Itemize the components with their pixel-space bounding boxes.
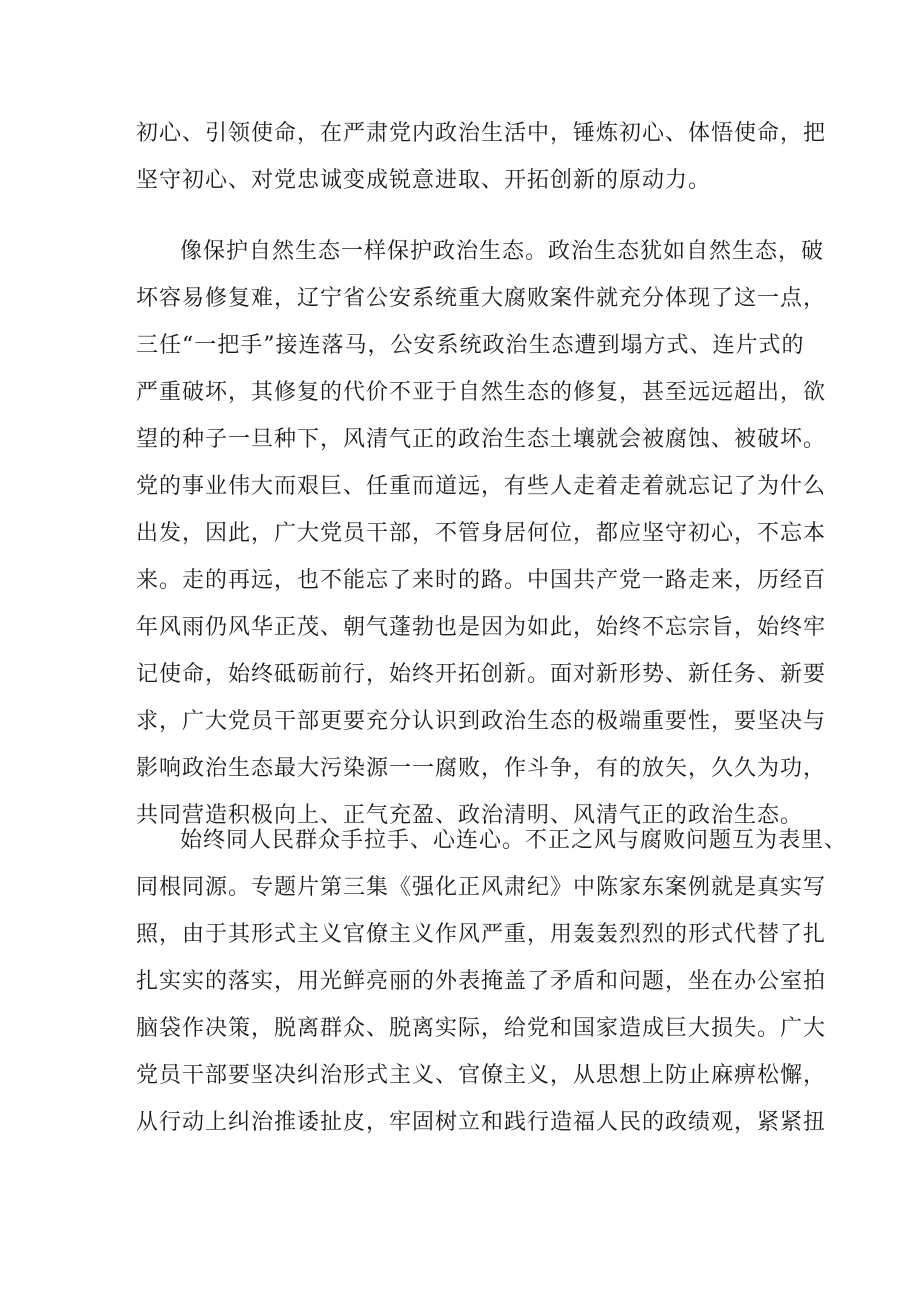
paragraph-line: 望的种子一旦种下，风清气正的政治生态土壤就会被腐蚀、被破坏。 <box>136 427 827 452</box>
paragraph-2 <box>136 228 827 839</box>
paragraph-3 <box>136 817 848 1146</box>
paragraph-1 <box>136 110 827 204</box>
paragraph-line: 坚守初心、对党忠诚变成锐意进取、开拓创新的原动力。 <box>136 168 712 193</box>
paragraph-line: 出发，因此，广大党员干部，不管身居何位，都应坚守初心，不忘本 <box>136 521 827 546</box>
paragraph-line: 坏容易修复难，辽宁省公安系统重大腐败案件就充分体现了这一点， <box>136 286 827 311</box>
paragraph-line: 扎实实的落实，用光鲜亮丽的外表掩盖了矛盾和问题，坐在办公室拍 <box>136 969 827 994</box>
paragraph-line: 从行动上纠治推诿扯皮，牢固树立和践行造福人民的政绩观，紧紧扭 <box>136 1110 827 1135</box>
paragraph-line: 党的事业伟大而艰巨、任重而道远，有些人走着走着就忘记了为什么 <box>136 474 827 499</box>
paragraph-line: 三任“一把手”接连落马，公安系统政治生态遭到塌方式、连片式的 <box>136 333 805 358</box>
paragraph-line: 像保护自然生态一样保护政治生态。政治生态犹如自然生态，破 <box>180 239 825 264</box>
paragraph-line: 来。走的再远，也不能忘了来时的路。中国共产党一路走来，历经百 <box>136 568 827 593</box>
paragraph-line: 始终同人民群众手拉手、心连心。不正之风与腐败问题互为表里、 <box>180 828 848 853</box>
paragraph-line: 严重破坏，其修复的代价不亚于自然生态的修复，甚至远远超出，欲 <box>136 380 827 405</box>
paragraph-line: 同根同源。专题片第三集《强化正风肃纪》中陈家东案例就是真实写 <box>136 875 827 900</box>
paragraph-line: 初心、引领使命，在严肃党内政治生活中，锤炼初心、体悟使命，把 <box>136 121 827 146</box>
paragraph-line: 党员干部要坚决纠治形式主义、官僚主义，从思想上防止麻痹松懈， <box>136 1063 827 1088</box>
paragraph-line: 年风雨仍风华正茂、朝气蓬勃也是因为如此，始终不忘宗旨，始终牢 <box>136 615 827 640</box>
paragraph-line: 记使命，始终砥砺前行，始终开拓创新。面对新形势、新任务、新要 <box>136 662 827 687</box>
paragraph-line: 脑袋作决策，脱离群众、脱离实际，给党和国家造成巨大损失。广大 <box>136 1016 827 1041</box>
paragraph-line: 影响政治生态最大污染源一一腐败，作斗争，有的放矢，久久为功， <box>136 756 827 781</box>
paragraph-line: 照，由于其形式主义官僚主义作风严重，用轰轰烈烈的形式代替了扎 <box>136 922 827 947</box>
paragraph-line: 共同营造积极向上、正气充盈、政治清明、风清气正的政治生态。 <box>136 803 804 828</box>
paragraph-line: 求，广大党员干部更要充分认识到政治生态的极端重要性，要坚决与 <box>136 709 827 734</box>
